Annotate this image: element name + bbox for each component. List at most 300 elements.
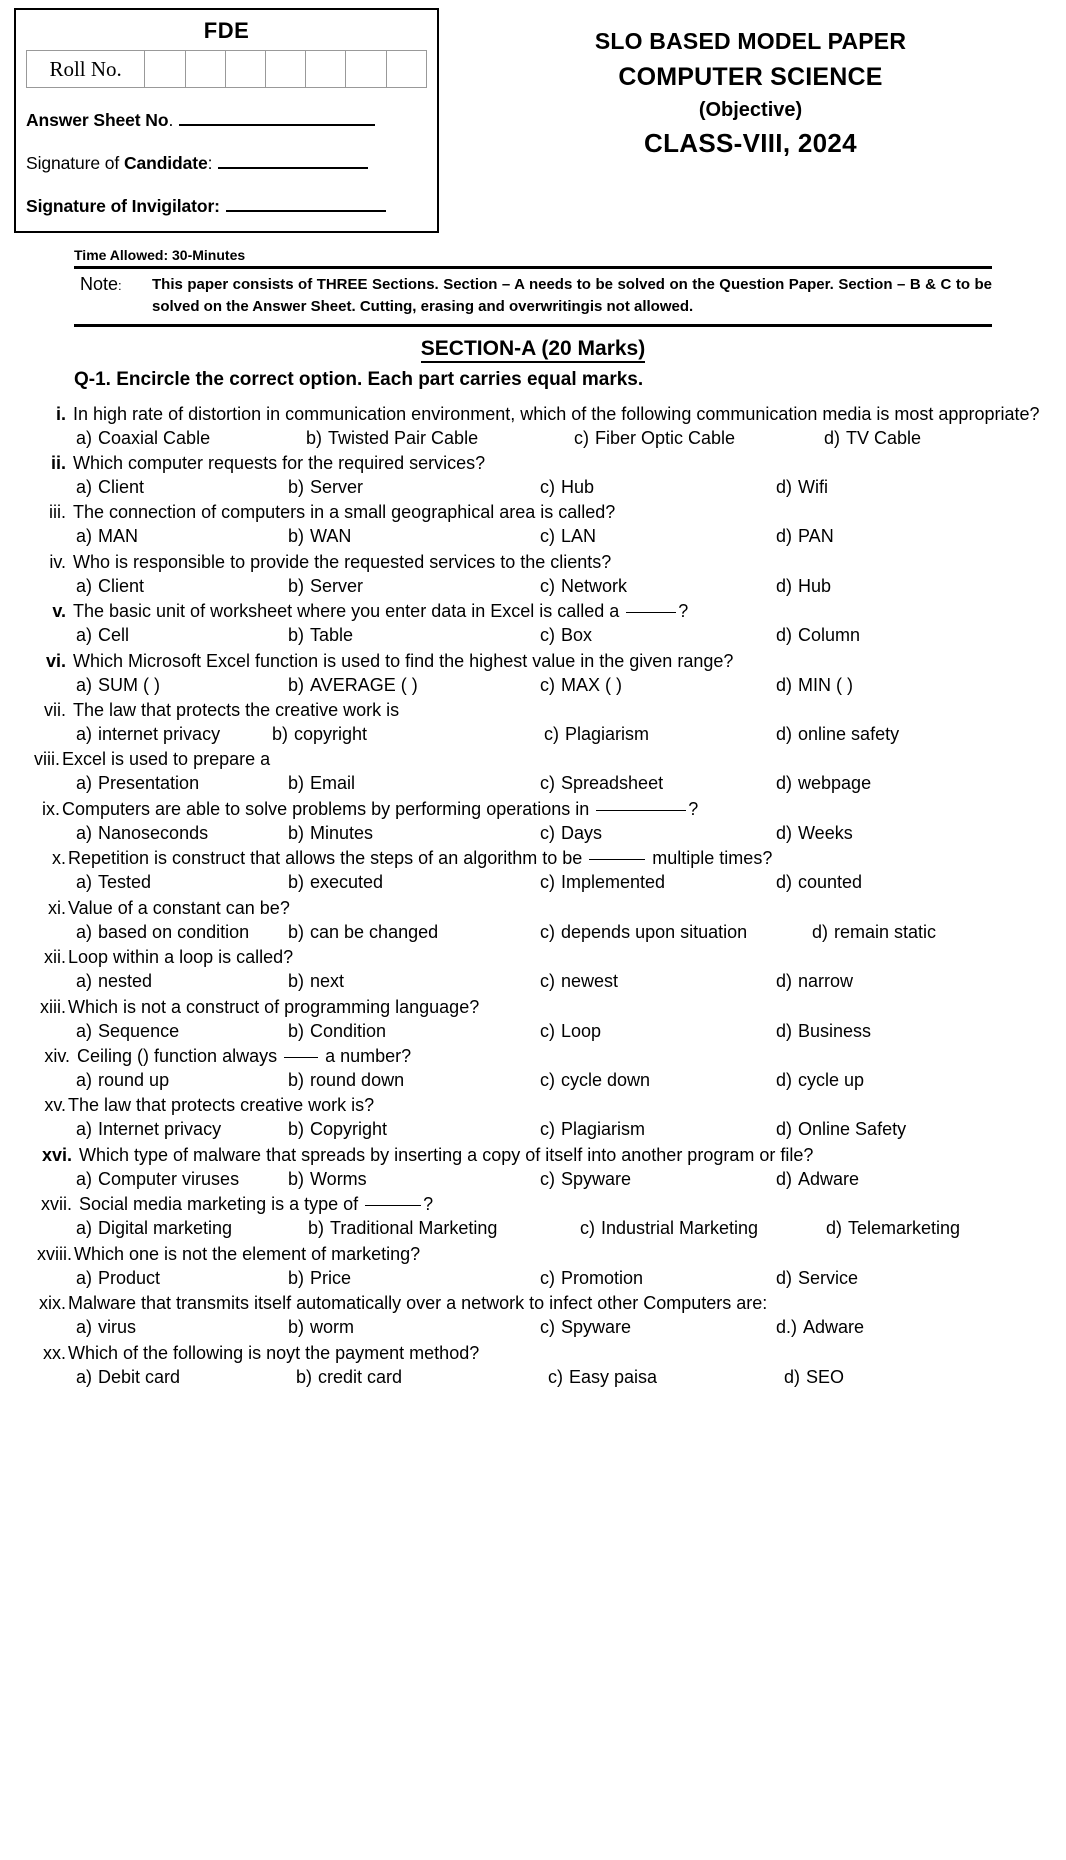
- option-b[interactable]: [288, 1020, 540, 1043]
- option-c[interactable]: [540, 970, 776, 993]
- option-text: SEO: [806, 1366, 845, 1387]
- option-label: c): [540, 822, 555, 843]
- option-a[interactable]: [76, 1267, 288, 1290]
- option-text: Debit card: [98, 1366, 181, 1387]
- option-a[interactable]: [76, 525, 288, 548]
- option-a[interactable]: [76, 624, 288, 647]
- question-text: [73, 699, 1052, 722]
- option-text: cycle down: [561, 1070, 651, 1091]
- time-allowed: Time Allowed: 30-Minutes: [74, 247, 246, 263]
- option-text: Condition: [310, 1020, 387, 1041]
- option-text: Table: [310, 625, 354, 646]
- question-text-after: a number?: [320, 1045, 412, 1066]
- fill-in-blank[interactable]: [365, 1205, 421, 1206]
- signature-invigilator-field[interactable]: [226, 210, 386, 212]
- roll-digit-cell[interactable]: [265, 51, 305, 88]
- option-text: Implemented: [561, 872, 666, 893]
- option-text: Easy paisa: [569, 1366, 658, 1387]
- option-label: a): [76, 1070, 93, 1091]
- note-rule-bottom: [74, 324, 992, 327]
- question-stem: [14, 1045, 1052, 1068]
- option-label: a): [76, 526, 93, 547]
- question-item: [14, 551, 1052, 598]
- question-text-before: Computers are able to solve problems by performing operations in: [62, 798, 595, 819]
- option-label: d): [776, 1168, 793, 1189]
- option-d[interactable]: [776, 822, 1052, 845]
- option-c[interactable]: [540, 921, 812, 944]
- option-d[interactable]: [776, 476, 1052, 499]
- fill-in-blank[interactable]: [626, 612, 676, 613]
- question-text: [68, 1094, 1052, 1117]
- option-a[interactable]: [76, 1118, 288, 1141]
- option-d[interactable]: [824, 427, 1052, 450]
- question-item: [14, 1243, 1052, 1290]
- option-d[interactable]: [776, 1118, 1052, 1141]
- option-a[interactable]: [76, 476, 288, 499]
- option-text: Spyware: [561, 1317, 632, 1338]
- option-label: c): [540, 971, 555, 992]
- question-item: [14, 1292, 1052, 1339]
- option-label: d): [824, 427, 841, 448]
- option-label: d): [776, 526, 793, 547]
- question-item: [14, 600, 1052, 647]
- question-item: [14, 1342, 1052, 1389]
- question-options: [14, 476, 1052, 499]
- header-zone: [0, 0, 1066, 233]
- question-number: xx.: [42, 1342, 66, 1363]
- question-item: [14, 996, 1052, 1043]
- option-text: copyright: [294, 724, 368, 745]
- question-stem: [14, 748, 1052, 771]
- option-label: c): [580, 1218, 595, 1239]
- question-text-after: ?: [688, 798, 699, 819]
- option-text: SUM ( ): [98, 674, 161, 695]
- option-label: b): [288, 872, 305, 893]
- question-text: [73, 452, 1052, 475]
- option-text: Price: [310, 1267, 352, 1288]
- option-c[interactable]: [580, 1217, 826, 1240]
- option-a[interactable]: [76, 1366, 296, 1389]
- signature-invigilator-line: [26, 196, 427, 217]
- option-text: WAN: [310, 526, 352, 547]
- option-d[interactable]: [776, 624, 1052, 647]
- option-c[interactable]: [540, 822, 776, 845]
- question-text-before: Which Microsoft Excel function is used to find the highest value in the given range?: [73, 650, 734, 671]
- option-label: d): [776, 476, 793, 497]
- option-label: c): [548, 1366, 563, 1387]
- option-d[interactable]: [776, 970, 1052, 993]
- option-text: Online Safety: [798, 1119, 907, 1140]
- option-c[interactable]: [540, 1020, 776, 1043]
- option-text: next: [310, 971, 345, 992]
- question-text-after: multiple times?: [647, 848, 773, 869]
- option-a[interactable]: [76, 1020, 288, 1043]
- signature-invigilator-label: Signature of Invigilator:: [26, 196, 220, 216]
- option-label: b): [288, 476, 305, 497]
- option-text: Coaxial Cable: [98, 427, 211, 448]
- option-c[interactable]: [540, 772, 776, 795]
- option-text: round down: [310, 1070, 405, 1091]
- option-label: b): [288, 1317, 305, 1338]
- option-text: Client: [98, 476, 145, 497]
- option-c[interactable]: [540, 476, 776, 499]
- option-d[interactable]: [776, 1168, 1052, 1191]
- option-text: cycle up: [798, 1070, 865, 1091]
- option-d[interactable]: [812, 921, 1052, 944]
- option-label: a): [76, 1218, 93, 1239]
- question-number: vii.: [44, 700, 66, 721]
- option-text: Cell: [98, 625, 130, 646]
- question-options: [14, 921, 1052, 944]
- option-text: Box: [561, 625, 593, 646]
- option-c[interactable]: [548, 1366, 784, 1389]
- option-c[interactable]: [544, 723, 776, 746]
- question-item: [14, 1144, 1052, 1191]
- question-text-before: The law that protects creative work is?: [68, 1095, 375, 1116]
- question-text-after: ?: [423, 1194, 434, 1215]
- option-a[interactable]: [76, 921, 288, 944]
- question-text: [74, 1243, 1052, 1266]
- option-d[interactable]: [776, 674, 1052, 697]
- option-b[interactable]: [272, 723, 544, 746]
- option-c[interactable]: [574, 427, 824, 450]
- section-a-heading: [0, 337, 1066, 361]
- option-label: c): [540, 575, 555, 596]
- option-label: c): [540, 1119, 555, 1140]
- question-text-before: Which one is not the element of marketing?: [74, 1243, 421, 1264]
- question-text-after: ?: [678, 601, 689, 622]
- question-text-before: Which computer requests for the required services?: [73, 452, 486, 473]
- paper-title-objective: (Objective): [698, 99, 803, 121]
- org-title: FDE: [203, 18, 250, 43]
- option-b[interactable]: [296, 1366, 548, 1389]
- question-item: [14, 403, 1052, 450]
- option-b[interactable]: [288, 1168, 540, 1191]
- question-text: [68, 996, 1052, 1019]
- question-number: vi.: [45, 650, 66, 671]
- question-stem: [14, 551, 1052, 574]
- option-c[interactable]: [540, 1316, 776, 1339]
- signature-candidate-colon: :: [207, 153, 213, 173]
- option-b[interactable]: [288, 871, 540, 894]
- roll-digit-cell[interactable]: [145, 51, 185, 88]
- option-text: LAN: [561, 526, 597, 547]
- note-label: [74, 274, 152, 295]
- question-text-before: Which is not a construct of programming language?: [68, 996, 480, 1017]
- question-number: xvii.: [41, 1194, 72, 1215]
- roll-digit-cell[interactable]: [386, 51, 426, 88]
- option-label: c): [540, 1317, 555, 1338]
- option-text: Hub: [798, 575, 832, 596]
- question-text-before: Malware that transmits itself automatically over a network to infect other Computers are:: [68, 1293, 768, 1314]
- option-d[interactable]: [776, 525, 1052, 548]
- option-b[interactable]: [288, 624, 540, 647]
- option-label: b): [288, 1119, 305, 1140]
- fill-in-blank[interactable]: [284, 1057, 318, 1058]
- option-a[interactable]: [76, 772, 288, 795]
- option-label: d): [776, 773, 793, 794]
- option-c[interactable]: [540, 674, 776, 697]
- question-number: xv.: [44, 1095, 66, 1116]
- option-text: newest: [561, 971, 619, 992]
- option-text: Product: [98, 1267, 161, 1288]
- roll-digit-cell[interactable]: [185, 51, 225, 88]
- option-label: d): [812, 921, 829, 942]
- question-number: iii.: [49, 502, 66, 523]
- option-text: Adware: [798, 1168, 860, 1189]
- option-text: MAN: [98, 526, 139, 547]
- option-d[interactable]: [776, 1267, 1052, 1290]
- option-text: Worms: [310, 1168, 367, 1189]
- question-stem: [14, 1243, 1052, 1266]
- option-label: d): [826, 1218, 843, 1239]
- option-b[interactable]: [308, 1217, 580, 1240]
- option-c[interactable]: [540, 575, 776, 598]
- option-label: d): [776, 625, 793, 646]
- question-text-before: Social media marketing is a type of: [79, 1194, 364, 1215]
- option-label: c): [540, 872, 555, 893]
- roll-digit-cell[interactable]: [306, 51, 346, 88]
- question-stem: [14, 1144, 1052, 1167]
- option-label: b): [288, 1070, 305, 1091]
- option-label: a): [76, 427, 93, 448]
- option-b[interactable]: [288, 1118, 540, 1141]
- question-item: [14, 1193, 1052, 1240]
- question-item: [14, 847, 1052, 894]
- option-text: Twisted Pair Cable: [328, 427, 479, 448]
- option-text: round up: [98, 1070, 170, 1091]
- option-b[interactable]: [288, 476, 540, 499]
- question-text: [73, 600, 1052, 623]
- option-d[interactable]: [776, 772, 1052, 795]
- option-label: c): [540, 921, 555, 942]
- option-label: c): [540, 476, 555, 497]
- option-b[interactable]: [288, 772, 540, 795]
- option-label: a): [76, 773, 93, 794]
- option-label: a): [76, 724, 93, 745]
- question-text: [68, 1292, 1052, 1315]
- option-d[interactable]: [776, 1069, 1052, 1092]
- question-options: [14, 1069, 1052, 1092]
- option-a[interactable]: [76, 1168, 288, 1191]
- option-b[interactable]: [288, 1069, 540, 1092]
- option-b[interactable]: [288, 822, 540, 845]
- option-text: narrow: [798, 971, 854, 992]
- option-label: b): [288, 575, 305, 596]
- option-c[interactable]: [540, 1118, 776, 1141]
- option-text: Wifi: [798, 476, 829, 497]
- option-text: Traditional Marketing: [330, 1218, 498, 1239]
- section-a-heading-text: SECTION-A (20 Marks): [421, 337, 645, 363]
- option-text: Industrial Marketing: [601, 1218, 759, 1239]
- question-text-before: The connection of computers in a small geographical area is called?: [73, 502, 616, 523]
- question-number: viii.: [34, 749, 60, 770]
- option-a[interactable]: [76, 822, 288, 845]
- option-text: Weeks: [798, 822, 853, 843]
- question-stem: [14, 1292, 1052, 1315]
- option-a[interactable]: [76, 1217, 308, 1240]
- option-text: Days: [561, 822, 603, 843]
- answer-sheet-no-line: [26, 110, 427, 131]
- option-d[interactable]: [826, 1217, 1052, 1240]
- question-options: [14, 1366, 1052, 1389]
- option-text: webpage: [798, 773, 872, 794]
- option-label: d): [776, 822, 793, 843]
- option-a[interactable]: [76, 575, 288, 598]
- option-label: b): [288, 1267, 305, 1288]
- option-label: a): [76, 1267, 93, 1288]
- option-text: counted: [798, 872, 863, 893]
- option-d[interactable]: [784, 1366, 1052, 1389]
- note-zone: [74, 247, 992, 327]
- option-text: worm: [310, 1317, 355, 1338]
- option-c[interactable]: [540, 1069, 776, 1092]
- option-label: a): [76, 1168, 93, 1189]
- option-d[interactable]: [776, 723, 1052, 746]
- option-c[interactable]: [540, 624, 776, 647]
- option-a[interactable]: [76, 871, 288, 894]
- option-text: AVERAGE ( ): [310, 674, 418, 695]
- option-a[interactable]: [76, 1069, 288, 1092]
- option-a[interactable]: [76, 970, 288, 993]
- option-a[interactable]: [76, 427, 306, 450]
- question-item: [14, 946, 1052, 993]
- option-label: b): [296, 1366, 313, 1387]
- option-a[interactable]: [76, 1316, 288, 1339]
- option-text: Network: [561, 575, 628, 596]
- option-c[interactable]: [540, 1168, 776, 1191]
- option-text: Sequence: [98, 1020, 180, 1041]
- option-c[interactable]: [540, 1267, 776, 1290]
- option-label: c): [540, 1168, 555, 1189]
- signature-candidate-field[interactable]: [218, 167, 368, 169]
- option-label: d): [776, 1119, 793, 1140]
- option-b[interactable]: [288, 1267, 540, 1290]
- question-options: [14, 822, 1052, 845]
- option-b[interactable]: [288, 921, 540, 944]
- fill-in-blank[interactable]: [596, 810, 686, 811]
- option-text: Telemarketing: [848, 1218, 961, 1239]
- paper-title-class-year: CLASS-VIII, 2024: [644, 128, 857, 158]
- option-label: a): [76, 921, 93, 942]
- option-label: c): [540, 674, 555, 695]
- question-stem: [14, 403, 1052, 426]
- option-label: a): [76, 1366, 93, 1387]
- option-text: internet privacy: [98, 724, 221, 745]
- option-text: virus: [98, 1317, 137, 1338]
- option-text: remain static: [834, 921, 937, 942]
- question-options: [14, 575, 1052, 598]
- question-text: [68, 847, 1052, 870]
- option-label: c): [544, 724, 559, 745]
- question-text: [68, 1342, 1052, 1365]
- question-stem: [14, 847, 1052, 870]
- question-options: [14, 427, 1052, 450]
- roll-digit-cell[interactable]: [225, 51, 265, 88]
- option-text: Plagiarism: [561, 1119, 646, 1140]
- option-d[interactable]: [776, 871, 1052, 894]
- signature-candidate-prefix: Signature of: [26, 153, 124, 173]
- roll-number-table: [26, 50, 427, 88]
- roll-digit-cell[interactable]: [346, 51, 386, 88]
- option-text: Presentation: [98, 773, 200, 794]
- question-number: ii.: [50, 452, 66, 473]
- question-text-before: Value of a constant can be?: [68, 897, 290, 918]
- question-options: [14, 1217, 1052, 1240]
- option-c[interactable]: [540, 871, 776, 894]
- option-label: d): [776, 872, 793, 893]
- question-options: [14, 970, 1052, 993]
- option-b[interactable]: [288, 970, 540, 993]
- option-text: can be changed: [310, 921, 439, 942]
- question-item: [14, 650, 1052, 697]
- question-text: [68, 897, 1052, 920]
- option-label: b): [306, 427, 323, 448]
- question-item: [14, 1045, 1052, 1092]
- option-label: c): [540, 1020, 555, 1041]
- option-label: b): [288, 921, 305, 942]
- option-text: Spreadsheet: [561, 773, 664, 794]
- option-a[interactable]: [76, 723, 272, 746]
- answer-sheet-no-period: .: [168, 110, 174, 130]
- option-b[interactable]: [288, 674, 540, 697]
- answer-sheet-no-field[interactable]: [179, 124, 375, 126]
- question-text: [73, 551, 1052, 574]
- question-options: [14, 1316, 1052, 1339]
- option-text: Minutes: [310, 822, 374, 843]
- option-label: a): [76, 971, 93, 992]
- option-b[interactable]: [288, 1316, 540, 1339]
- option-d[interactable]: [776, 1316, 1052, 1339]
- option-text: Server: [310, 476, 364, 497]
- signature-candidate-bold: Candidate: [123, 153, 208, 173]
- note-label-text: Note: [80, 274, 119, 294]
- option-text: Fiber Optic Cable: [595, 427, 736, 448]
- option-label: b): [288, 822, 305, 843]
- question-text: [62, 798, 1052, 821]
- option-label: b): [288, 625, 305, 646]
- question-number: ix.: [42, 798, 60, 819]
- option-text: based on condition: [98, 921, 250, 942]
- option-label: a): [76, 674, 93, 695]
- option-b[interactable]: [288, 525, 540, 548]
- question-options: [14, 1118, 1052, 1141]
- option-b[interactable]: [288, 575, 540, 598]
- option-a[interactable]: [76, 674, 288, 697]
- question-stem: [14, 501, 1052, 524]
- option-d[interactable]: [776, 1020, 1052, 1043]
- option-c[interactable]: [540, 525, 776, 548]
- option-label: b): [288, 674, 305, 695]
- option-label: c): [540, 773, 555, 794]
- option-text: Service: [798, 1267, 859, 1288]
- option-d[interactable]: [776, 575, 1052, 598]
- fill-in-blank[interactable]: [589, 859, 645, 860]
- question-text: [73, 403, 1052, 426]
- questions-list: [0, 403, 1066, 1389]
- question-number: xviii.: [37, 1243, 72, 1264]
- question-text-before: Which of the following is noyt the payment method?: [68, 1342, 480, 1363]
- option-text: Business: [798, 1020, 872, 1041]
- option-text: Computer viruses: [98, 1168, 240, 1189]
- option-text: Adware: [803, 1317, 865, 1338]
- option-b[interactable]: [306, 427, 574, 450]
- roll-number-row: [27, 51, 427, 88]
- option-label: b): [308, 1218, 325, 1239]
- option-text: Copyright: [310, 1119, 388, 1140]
- question-text: [68, 946, 1052, 969]
- question-text: [79, 1193, 1052, 1216]
